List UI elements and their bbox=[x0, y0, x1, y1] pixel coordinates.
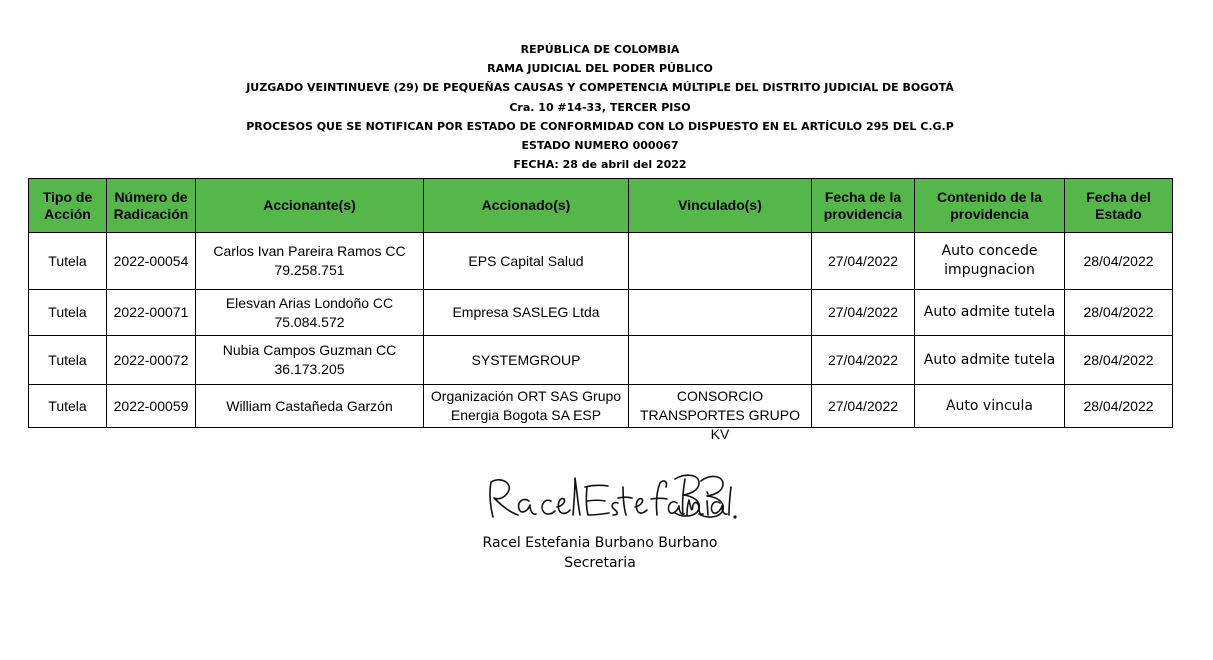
cell-fecha-providencia: 27/04/2022 bbox=[812, 336, 915, 385]
header-estado-numero: ESTADO NUMERO 000067 bbox=[521, 139, 679, 153]
cell-fecha-estado: 28/04/2022 bbox=[1065, 385, 1173, 428]
cell-accionado: SYSTEMGROUP bbox=[424, 336, 629, 385]
cell-radicacion: 2022-00072 bbox=[107, 336, 196, 385]
header-republica: REPÚBLICA DE COLOMBIA bbox=[520, 43, 680, 56]
cell-radicacion: 2022-00071 bbox=[107, 290, 196, 336]
signature-drawing bbox=[463, 465, 737, 525]
col-header-accionante: Accionante(s) bbox=[196, 179, 424, 233]
cell-tipo: Tutela bbox=[29, 290, 107, 336]
signature-dot bbox=[733, 515, 736, 518]
header-address: Cra. 10 #14-33, TERCER PISO bbox=[509, 100, 691, 114]
col-header-vinculado: Vinculado(s) bbox=[629, 179, 812, 233]
document-header bbox=[0, 40, 1200, 174]
header-fecha: FECHA: 28 de abril del 2022 bbox=[513, 158, 687, 172]
table-row bbox=[29, 385, 1173, 428]
cell-vinculado bbox=[629, 290, 812, 336]
cell-radicacion: 2022-00059 bbox=[107, 385, 196, 428]
signer-name: Racel Estefania Burbano Burbano bbox=[482, 535, 718, 551]
estado-table bbox=[28, 178, 1173, 442]
table-row bbox=[29, 290, 1173, 336]
cell-fecha-estado: 28/04/2022 bbox=[1065, 336, 1173, 385]
cell-radicacion: 2022-00054 bbox=[107, 233, 196, 290]
cell-tipo: Tutela bbox=[29, 233, 107, 290]
table-header-row bbox=[29, 179, 1173, 233]
col-header-fecha-providencia: Fecha de la providencia bbox=[812, 179, 915, 233]
cell-fecha-estado: 28/04/2022 bbox=[1065, 290, 1173, 336]
cell-fecha-providencia: 27/04/2022 bbox=[812, 385, 915, 428]
col-header-accionado: Accionado(s) bbox=[424, 179, 629, 233]
cell-accionado: Empresa SASLEG Ltda bbox=[424, 290, 629, 336]
cell-fecha-providencia: 27/04/2022 bbox=[812, 233, 915, 290]
col-header-contenido: Contenido de la providencia bbox=[915, 179, 1065, 233]
cell-accionado: Organización ORT SAS Grupo Energia Bogota SA ESP bbox=[424, 385, 629, 428]
cell-fecha-estado: 28/04/2022 bbox=[1065, 233, 1173, 290]
cell-contenido: Auto admite tutela bbox=[915, 290, 1065, 336]
cell-accionante: William Castañeda Garzón bbox=[196, 385, 424, 428]
cell-contenido: Auto vincula bbox=[915, 385, 1065, 428]
cell-contenido: Auto concede impugnacion bbox=[915, 233, 1065, 290]
cell-vinculado-text: CONSORCIO TRANSPORTES GRUPO KV bbox=[640, 388, 800, 442]
cell-vinculado bbox=[629, 385, 812, 442]
table-row bbox=[29, 336, 1173, 385]
header-rama-judicial: RAMA JUDICIAL DEL PODER PÚBLICO bbox=[487, 62, 713, 76]
cell-vinculado bbox=[629, 233, 812, 290]
cell-tipo: Tutela bbox=[29, 336, 107, 385]
cell-fecha-providencia: 27/04/2022 bbox=[812, 290, 915, 336]
col-header-fecha-estado: Fecha del Estado bbox=[1065, 179, 1173, 233]
cell-accionante: Elesvan Arias Londoño CC 75.084.572 bbox=[196, 290, 424, 336]
header-procesos: PROCESOS QUE SE NOTIFICAN POR ESTADO DE CONFORMIDAD CON LO DISPUESTO EN EL ARTÍCULO 295 DEL C.G.P bbox=[246, 119, 954, 133]
cell-accionado: EPS Capital Salud bbox=[424, 233, 629, 290]
cell-tipo: Tutela bbox=[29, 385, 107, 428]
cell-contenido: Auto admite tutela bbox=[915, 336, 1065, 385]
cell-vinculado bbox=[629, 336, 812, 385]
table-row bbox=[29, 233, 1173, 290]
cell-accionante: Carlos Ivan Pareira Ramos CC 79.258.751 bbox=[196, 233, 424, 290]
col-header-radicacion: Número de Radicación bbox=[107, 179, 196, 233]
handwritten-signature bbox=[463, 465, 737, 525]
header-juzgado: JUZGADO VEINTINUEVE (29) DE PEQUEÑAS CAUSAS Y COMPETENCIA MÚLTIPLE DEL DISTRITO JUDICIAL DE BOGOTÁ bbox=[246, 81, 954, 95]
signer-role: Secretaria bbox=[564, 555, 636, 571]
cell-accionante: Nubia Campos Guzman CC 36.173.205 bbox=[196, 336, 424, 385]
col-header-tipo: Tipo de Acción bbox=[29, 179, 107, 233]
